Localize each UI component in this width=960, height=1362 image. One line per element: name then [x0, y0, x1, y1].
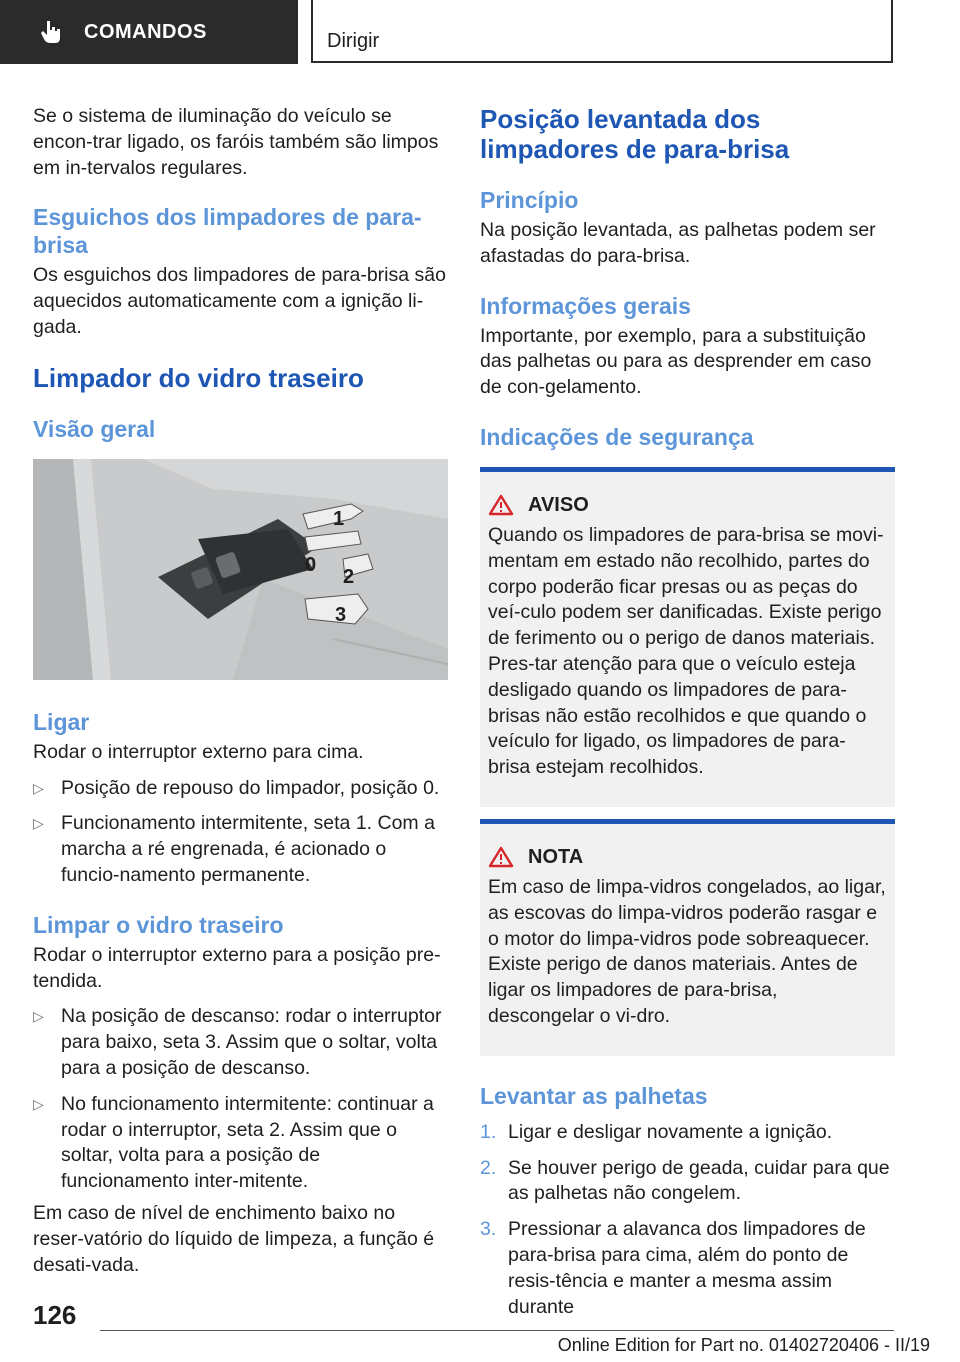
section-label: COMANDOS	[84, 20, 207, 43]
page-number: 126	[33, 1300, 77, 1330]
hand-pointer-icon	[38, 19, 64, 45]
list-item-text: No funcionamento intermitente: continuar a rodar o interruptor, seta 2. Assim que o soltar, volta para a posição de funcionamento inter-mitente.	[61, 1092, 434, 1193]
safety-heading: Indicações de segurança	[480, 423, 754, 450]
figure-label-1: 1	[333, 507, 345, 530]
wiper-switch-figure	[33, 459, 448, 680]
info-text: Importante, por exemplo, para a substituição das palhetas ou para as desprender em caso de con-gelamento.	[480, 324, 872, 399]
clean-outro: Em caso de nível de enchimento baixo no reser-vatório do líquido de limpeza, a função é desati-vada.	[33, 1201, 435, 1276]
note-box	[480, 819, 895, 1056]
step-number: 2.	[480, 1156, 497, 1179]
list-item-text: Posição de repouso do limpador, posição 0.	[61, 776, 440, 799]
triangle-bullet-icon: ▷	[33, 815, 44, 832]
warning-triangle-icon	[488, 846, 514, 868]
figure-label-3: 3	[335, 603, 347, 626]
lift-heading: Levantar as palhetas	[480, 1082, 708, 1109]
on-heading: Ligar	[33, 708, 90, 735]
warning-label: AVISO	[528, 493, 589, 516]
figure-label-2: 2	[343, 565, 355, 588]
left-column	[33, 104, 448, 1278]
section-tab	[0, 0, 298, 64]
note-label: NOTA	[528, 845, 584, 868]
step-text: Pressionar a alavanca dos limpadores de para-brisa para cima, além do ponto de resis-tência e manter a mesma assim durante	[508, 1218, 866, 1318]
chapter-header	[311, 0, 893, 63]
triangle-bullet-icon: ▷	[33, 779, 44, 796]
triangle-bullet-icon: ▷	[33, 1095, 44, 1112]
note-text: Em caso de limpa-vidros congelados, ao ligar, as escovas do limpa-vidros poderão rasgar e o motor do limpa-vidros pode sobreaquecer. Existe perigo de danos materiais. Antes de ligar os limpadores de para-brisa, descongelar o vi-dro.	[488, 875, 886, 1027]
raised-position-heading: Posição levantada dos limpadores de para-brisa	[480, 104, 790, 164]
washers-heading: Esguichos dos limpadores de para-brisa	[33, 204, 422, 259]
principle-heading: Princípio	[480, 187, 579, 213]
clean-text: Rodar o interruptor externo para a posição pre-tendida.	[33, 943, 441, 992]
warning-text: Quando os limpadores de para-brisa se movi-mentam em estado não recolhido, partes do corpo poderão ficar presas ou as peças do veí-culo podem ser danificadas. Existe perigo de ferimento ou o perigo de danos materiais. Pres-tar atenção para que o veículo esteja desligado quando os limpadores de para-brisas não estão recolhidos e que quando o veículo for ligado, os limpadores de para-brisa estejam recolhidos.	[488, 523, 884, 779]
wiper-switch-illustration	[33, 459, 448, 680]
rear-wiper-heading: Limpador do vidro traseiro	[33, 362, 364, 393]
triangle-bullet-icon: ▷	[33, 1008, 44, 1025]
step-number: 3.	[480, 1218, 497, 1241]
right-column	[480, 104, 895, 1320]
list-item	[33, 1092, 448, 1195]
list-item-text: Funcionamento intermitente, seta 1. Com a marcha a ré engrenada, é acionado o funcio-namento permanente.	[61, 812, 435, 886]
list-item	[33, 1004, 448, 1081]
list-item	[480, 1217, 895, 1320]
info-heading: Informações gerais	[480, 292, 691, 319]
washers-text: Os esguichos dos limpadores de para-brisa são aquecidos automaticamente com a ignição li-gada.	[33, 264, 446, 338]
chapter-label: Dirigir	[327, 30, 380, 52]
step-text: Ligar e desligar novamente a ignição.	[508, 1120, 833, 1143]
clean-heading: Limpar o vidro traseiro	[33, 911, 284, 938]
principle-text: Na posição levantada, as palhetas podem ser afastadas do para-brisa.	[480, 219, 876, 267]
list-item	[480, 1156, 895, 1208]
list-item	[480, 1120, 895, 1146]
list-item-text: Na posição de descanso: rodar o interruptor para baixo, seta 3. Assim que o soltar, volta para a posição de descanso.	[61, 1005, 442, 1079]
warning-box	[480, 467, 895, 807]
edition-text: Online Edition for Part no. 01402720406 - II/19	[557, 1335, 930, 1355]
footer-divider	[100, 1330, 894, 1331]
step-number: 1.	[480, 1120, 497, 1143]
intro-text: Se o sistema de iluminação do veículo se encon-trar ligado, os faróis também são limpos em in-tervalos regulares.	[33, 105, 439, 179]
figure-label-0: 0	[305, 553, 317, 576]
list-item	[33, 811, 448, 888]
warning-triangle-icon	[488, 494, 514, 516]
on-text: Rodar o interruptor externo para cima.	[33, 740, 364, 763]
overview-heading: Visão geral	[33, 415, 156, 442]
list-item	[33, 776, 448, 802]
step-text: Se houver perigo de geada, cuidar para que as palhetas não congelem.	[508, 1156, 890, 1205]
